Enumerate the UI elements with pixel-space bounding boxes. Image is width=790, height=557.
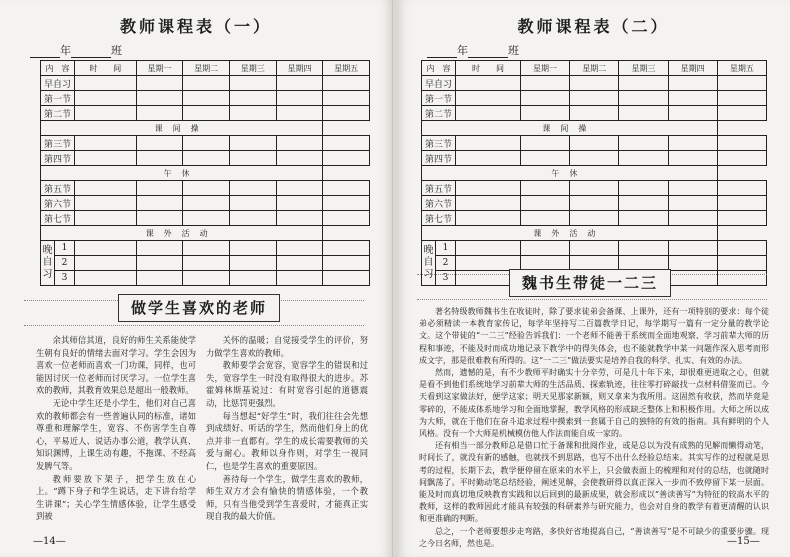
timetable-header-cell: 星期二 — [570, 61, 619, 76]
timetable-cell[interactable] — [136, 91, 183, 106]
timetable-row — [41, 166, 370, 181]
timetable-header-cell: 星期五 — [323, 61, 370, 76]
timetable-cell[interactable] — [520, 211, 569, 226]
timetable-row — [422, 196, 767, 211]
timetable-cell[interactable] — [229, 181, 276, 196]
timetable-cell[interactable] — [520, 76, 569, 91]
timetable-cell[interactable] — [323, 211, 370, 226]
timetable-row — [41, 226, 370, 241]
timetable-cell[interactable] — [183, 181, 230, 196]
timetable-cell[interactable] — [570, 106, 619, 121]
timetable-cell[interactable] — [717, 181, 766, 196]
timetable-period-label: 第七节 — [422, 211, 456, 226]
timetable-break-row: 课间操 — [41, 121, 323, 136]
timetable-cell[interactable] — [323, 241, 370, 256]
timetable-cell[interactable] — [520, 196, 569, 211]
timetable-cell[interactable] — [619, 106, 668, 121]
timetable-break-row: 课外活动 — [422, 226, 718, 241]
timetable-evening-number: 2 — [55, 256, 75, 271]
timetable-cell[interactable] — [717, 151, 766, 166]
timetable-cell[interactable] — [717, 196, 766, 211]
timetable-cell[interactable] — [136, 76, 183, 91]
timetable-cell[interactable] — [183, 76, 230, 91]
timetable-evening-label: 晚自习 — [41, 241, 55, 286]
timetable-cell[interactable] — [323, 76, 370, 91]
timetable-header-cell: 时 间 — [75, 61, 137, 76]
timetable-cell[interactable] — [619, 211, 668, 226]
timetable-cell[interactable] — [520, 241, 569, 256]
right-article-body — [419, 306, 769, 550]
timetable-header-cell: 星期一 — [520, 61, 569, 76]
timetable-cell[interactable] — [183, 196, 230, 211]
timetable-cell[interactable] — [323, 106, 370, 121]
timetable-cell[interactable] — [276, 241, 323, 256]
timetable-cell[interactable] — [570, 91, 619, 106]
timetable-cell[interactable] — [75, 76, 137, 91]
timetable-period-label: 早自习 — [422, 76, 456, 91]
article-paragraph: 著名特级教师魏书生在收徒时，除了要求徒弟会备课、上课外，还有一项特别的要求：每个徒弟必须精读一本教育家传记，每学年坚持写二百篇教学日记，每学期写一篇有一定分量的教学论文。这个带徒的“一二三”经验告诉我们：一个老师不能善于系统而全面地观察、学习前辈大师的历程和事迹，不能及时而成功地记录下教学中的得失体会，也不能就教学中某一问题作深入思考而形成文字，那是很难教有所得的。这“一二三”做法要实是培养自我的科学、扎实、有效的办法。 — [419, 307, 769, 365]
timetable-cell[interactable] — [668, 76, 717, 91]
timetable-cell[interactable] — [183, 106, 230, 121]
timetable-period-label: 第五节 — [41, 181, 75, 196]
timetable-cell[interactable] — [229, 136, 276, 151]
timetable-cell[interactable] — [456, 106, 521, 121]
timetable-period-label: 第二节 — [41, 106, 75, 121]
timetable-row — [422, 226, 767, 241]
timetable-row — [422, 136, 767, 151]
timetable-period-label: 第二节 — [422, 106, 456, 121]
timetable-cell[interactable] — [456, 136, 521, 151]
timetable-cell[interactable] — [619, 181, 668, 196]
timetable-period-label: 第六节 — [422, 196, 456, 211]
timetable-cell[interactable] — [456, 91, 521, 106]
timetable-cell[interactable] — [668, 196, 717, 211]
article-paragraph: 教师要学会宽容，宽容学生的错误和过失，宽容学生一时没有取得很大的进步。苏霍姆林斯基说过：有时宽容引起的道德震动，比惩罚更强烈。 — [206, 360, 368, 408]
right-timetable — [421, 60, 767, 286]
timetable-cell[interactable] — [229, 106, 276, 121]
timetable-cell[interactable] — [668, 106, 717, 121]
timetable-cell[interactable] — [276, 181, 323, 196]
timetable-cell[interactable] — [136, 256, 183, 271]
timetable-cell[interactable] — [276, 106, 323, 121]
timetable-cell[interactable] — [717, 256, 766, 271]
left-year-label: 年 — [60, 44, 71, 57]
timetable-header-cell: 星期五 — [717, 61, 766, 76]
timetable-period-label: 第一节 — [41, 91, 75, 106]
article-paragraph: 然而，遗憾的是，有不少教师平时确实十分辛劳，可是几十年下来，却很难更进取之心，但就是看不到他们系统地学习前辈大师的生活品质、探索轨迹，往往零打碎敲找一点材料借鉴而已。今天看到这家做法好，便学这家；明天见那家新颖，则又拿来为我所用。这固然有收获，然而毕竟是零碎的，不能成体系地学习和全面地掌握，教学风格的形成缺乏整体上和积极作用。大师之所以成为大师，就在于他们在奋斗追求过程中摸索到一套属于自己的独特的有效的指南。具有鲜明的个人风格。没有一个大师是机械模仿他人作法而能自成一家的。 — [419, 368, 769, 439]
timetable-row — [41, 91, 370, 106]
timetable-cell[interactable] — [323, 181, 370, 196]
timetable-cell[interactable] — [619, 241, 668, 256]
timetable-cell[interactable] — [183, 271, 230, 286]
timetable-period-label: 第四节 — [41, 151, 75, 166]
left-page-number: —14— — [33, 536, 66, 547]
timetable-evening-number: 1 — [55, 241, 75, 256]
timetable-cell[interactable] — [456, 196, 521, 211]
timetable-cell[interactable] — [75, 196, 137, 211]
timetable-cell[interactable] — [456, 181, 521, 196]
right-page — [397, 0, 790, 557]
left-article-column-1 — [36, 334, 196, 523]
timetable-cell[interactable] — [75, 256, 137, 271]
timetable-cell[interactable] — [276, 136, 323, 151]
timetable-cell[interactable] — [229, 271, 276, 286]
timetable-break-row: 午休 — [422, 166, 718, 181]
timetable-period-label: 第四节 — [422, 151, 456, 166]
timetable-cell[interactable] — [717, 136, 766, 151]
timetable-break-row: 午休 — [41, 166, 323, 181]
timetable-cell[interactable] — [136, 151, 183, 166]
timetable-cell[interactable] — [570, 151, 619, 166]
right-page-number: —15— — [727, 536, 760, 547]
timetable-cell[interactable] — [520, 106, 569, 121]
timetable-evening-number: 1 — [436, 241, 456, 256]
timetable-cell[interactable] — [229, 151, 276, 166]
timetable-row — [41, 211, 370, 226]
article-paragraph: 每当想起“好学生”时，我们往往会先想到成绩好、听话的学生，然而他们身上的优点并非一直都有。学生的成长需要教师的关爱与耐心。教师以身作则，对学生一视同仁，也是学生喜欢的重要原因。 — [206, 410, 368, 471]
timetable-cell[interactable] — [668, 241, 717, 256]
article-paragraph: 余其师信其道，良好的师生关系能使学生朝有良好的情绪去面对学习。学生会因为喜欢一位老师而喜欢一门功课，同样，也可能因讨厌一位老师而讨厌学习。一位学生喜欢的教师，其教育效果总是超出一般教师。 — [36, 335, 196, 396]
timetable-cell[interactable] — [183, 241, 230, 256]
timetable-cell[interactable] — [570, 196, 619, 211]
timetable-header-cell: 星期二 — [183, 61, 230, 76]
left-timetable-title: 教师课程表（一） — [119, 17, 272, 36]
left-class-label: 班 — [111, 44, 122, 57]
timetable-cell[interactable] — [276, 91, 323, 106]
timetable-row — [422, 211, 767, 226]
timetable-period-label: 第三节 — [41, 136, 75, 151]
timetable-header-cell: 时 间 — [456, 61, 521, 76]
timetable-evening-number: 3 — [55, 271, 75, 286]
timetable-period-label: 第七节 — [41, 211, 75, 226]
right-class-label: 班 — [508, 44, 519, 57]
timetable-cell[interactable] — [75, 106, 137, 121]
left-article-heading: 做学生喜欢的老师 — [118, 297, 280, 318]
timetable-cell[interactable] — [668, 211, 717, 226]
timetable-cell[interactable] — [456, 76, 521, 91]
timetable-period-label: 早自习 — [41, 76, 75, 91]
timetable-cell[interactable] — [717, 241, 766, 256]
timetable-cell[interactable] — [229, 91, 276, 106]
timetable-row — [422, 106, 767, 121]
timetable-cell[interactable] — [717, 91, 766, 106]
timetable-cell[interactable] — [323, 151, 370, 166]
timetable-cell[interactable] — [323, 271, 370, 286]
article-paragraph: 无论中学生还是小学生，他们对自己喜欢的教师都会有一些普遍认同的标准，诸如尊重和理解学生，宽容、不伤害学生自尊心，平易近人、说话办事公道，教学认真、知识渊博，上课生动有趣，不拖课、不经高发脾气等。 — [36, 397, 196, 471]
timetable-row — [41, 106, 370, 121]
timetable-header-cell: 内 容 — [422, 61, 456, 76]
timetable-cell[interactable] — [456, 241, 521, 256]
timetable-cell[interactable] — [75, 181, 137, 196]
timetable-cell[interactable] — [619, 76, 668, 91]
timetable-cell[interactable] — [619, 136, 668, 151]
timetable-row — [422, 76, 767, 91]
timetable-cell[interactable] — [668, 151, 717, 166]
timetable-header-cell: 内 容 — [41, 61, 75, 76]
timetable-cell[interactable] — [136, 106, 183, 121]
timetable-cell[interactable] — [570, 136, 619, 151]
timetable-evening-row — [41, 271, 370, 286]
timetable-cell[interactable] — [570, 181, 619, 196]
timetable-cell[interactable] — [229, 196, 276, 211]
timetable-header-cell: 星期四 — [276, 61, 323, 76]
timetable-row — [422, 91, 767, 106]
timetable-cell[interactable] — [136, 181, 183, 196]
timetable-row — [422, 151, 767, 166]
timetable-cell[interactable] — [75, 241, 137, 256]
timetable-header-row — [41, 61, 370, 76]
timetable-cell[interactable] — [75, 151, 137, 166]
timetable-period-label: 第五节 — [422, 181, 456, 196]
timetable-cell[interactable] — [619, 151, 668, 166]
timetable-cell[interactable] — [717, 106, 766, 121]
timetable-cell[interactable] — [717, 211, 766, 226]
timetable-cell[interactable] — [619, 91, 668, 106]
timetable-cell[interactable] — [136, 271, 183, 286]
timetable-row — [422, 166, 767, 181]
timetable-break-row: 课间操 — [422, 121, 718, 136]
timetable-cell[interactable] — [456, 211, 521, 226]
timetable-cell[interactable] — [276, 151, 323, 166]
timetable-row — [41, 76, 370, 91]
timetable-header-cell: 星期三 — [229, 61, 276, 76]
timetable-header-cell: 星期一 — [136, 61, 183, 76]
timetable-cell[interactable] — [276, 196, 323, 211]
timetable-cell[interactable] — [136, 136, 183, 151]
timetable-cell[interactable] — [570, 241, 619, 256]
timetable-cell[interactable] — [229, 76, 276, 91]
timetable-cell[interactable] — [136, 196, 183, 211]
timetable-cell[interactable] — [75, 136, 137, 151]
timetable-evening-row — [41, 256, 370, 271]
timetable-evening-row — [422, 241, 767, 256]
timetable-cell[interactable] — [456, 151, 521, 166]
timetable-period-label: 第三节 — [422, 136, 456, 151]
timetable-evening-row — [41, 241, 370, 256]
timetable-cell[interactable] — [276, 271, 323, 286]
timetable-cell[interactable] — [323, 256, 370, 271]
article-paragraph: 总之，一个老师要想步走弯路，多快好省地提高自己，“善读善写”是不可缺少的重要步骤。现之今日名师，然也是。 — [419, 526, 769, 548]
timetable-cell[interactable] — [520, 151, 569, 166]
right-timetable-title: 教师课程表（二） — [517, 17, 670, 36]
timetable-cell[interactable] — [276, 211, 323, 226]
timetable-cell[interactable] — [520, 91, 569, 106]
timetable-period-label: 第一节 — [422, 91, 456, 106]
article-paragraph: 还有相当一部分教师总是借口忙于备课和批阅作业，或是总以为没有成熟的见解而懒得动笔，时间长了，就没有新的感触，也就找不到思路，也写不出什么经验总结来。其实写作的过程就是思考的过程，长期下去，教学便停留在原来的水平上，只会做表面上的梳理和对付的总结，也就随时间飘荡了。平时勤动笔总结经验，阐述见解，会使教研得以真正深入一步而不致停留下某一层面。能及时而真切地反映教育实践和以后回到的最新成果，就会形成以“善读善写”为特征的较高水平的教师，这样的教师因此才能具有较强的科研素养与研究能力，也会对自身的教学有着更清醒的认识和更准确的判断。 — [419, 441, 769, 524]
timetable-cell[interactable] — [75, 91, 137, 106]
timetable-row — [41, 196, 370, 211]
timetable-cell[interactable] — [75, 211, 137, 226]
timetable-break-row: 课外活动 — [41, 226, 323, 241]
timetable-header-cell: 星期三 — [619, 61, 668, 76]
timetable-row — [41, 151, 370, 166]
timetable-cell[interactable] — [619, 196, 668, 211]
timetable-cell[interactable] — [75, 271, 137, 286]
left-page — [0, 0, 393, 557]
timetable-cell[interactable] — [717, 76, 766, 91]
right-year-label: 年 — [457, 44, 468, 57]
timetable-cell[interactable] — [570, 76, 619, 91]
article-paragraph: 善待每一个学生，做学生喜欢的教师，师生双方才会有愉快的情感体验，一个教师，只有当他受到学生喜爱时，才能真正实现自我的最大价值。 — [206, 473, 368, 522]
left-class-line — [30, 42, 122, 58]
timetable-period-label: 第六节 — [41, 196, 75, 211]
timetable-cell[interactable] — [276, 256, 323, 271]
left-timetable — [40, 60, 370, 286]
article-paragraph: 教师要放下架子，把学生放在心上。“蹲下身子和学生说话，走下讲台给学生讲课”；关心学生情感体验，让学生感受到被 — [36, 473, 196, 522]
timetable-cell[interactable] — [183, 256, 230, 271]
timetable-header-cell: 星期四 — [668, 61, 717, 76]
timetable-cell[interactable] — [323, 136, 370, 151]
timetable-cell[interactable] — [323, 91, 370, 106]
timetable-cell[interactable] — [570, 211, 619, 226]
article-paragraph: 关怀的温暖；自觉接受学生的评价，努力做学生喜欢的教师。 — [206, 335, 368, 358]
timetable-cell[interactable] — [183, 136, 230, 151]
timetable-header-row — [422, 61, 767, 76]
timetable-cell[interactable] — [136, 241, 183, 256]
right-class-line — [427, 42, 519, 58]
timetable-cell[interactable] — [668, 136, 717, 151]
timetable-cell[interactable] — [183, 211, 230, 226]
timetable-cell[interactable] — [668, 256, 717, 271]
timetable-cell[interactable] — [520, 181, 569, 196]
timetable-cell[interactable] — [229, 211, 276, 226]
timetable-evening-label: 晚自习 — [422, 241, 436, 286]
timetable-cell[interactable] — [520, 136, 569, 151]
left-article-column-2 — [206, 334, 368, 523]
timetable-evening-number: 2 — [436, 256, 456, 271]
right-article-heading: 魏书生带徒一二三 — [509, 272, 671, 293]
timetable-cell[interactable] — [183, 151, 230, 166]
timetable-cell[interactable] — [276, 76, 323, 91]
timetable-cell[interactable] — [229, 256, 276, 271]
timetable-cell[interactable] — [668, 91, 717, 106]
timetable-row — [41, 136, 370, 151]
timetable-row — [41, 181, 370, 196]
timetable-evening-number: 3 — [436, 271, 456, 286]
timetable-cell[interactable] — [229, 241, 276, 256]
timetable-cell[interactable] — [136, 211, 183, 226]
timetable-cell[interactable] — [668, 181, 717, 196]
timetable-row — [422, 121, 767, 136]
timetable-row — [422, 181, 767, 196]
timetable-cell[interactable] — [183, 91, 230, 106]
timetable-cell[interactable] — [323, 196, 370, 211]
timetable-row — [41, 121, 370, 136]
